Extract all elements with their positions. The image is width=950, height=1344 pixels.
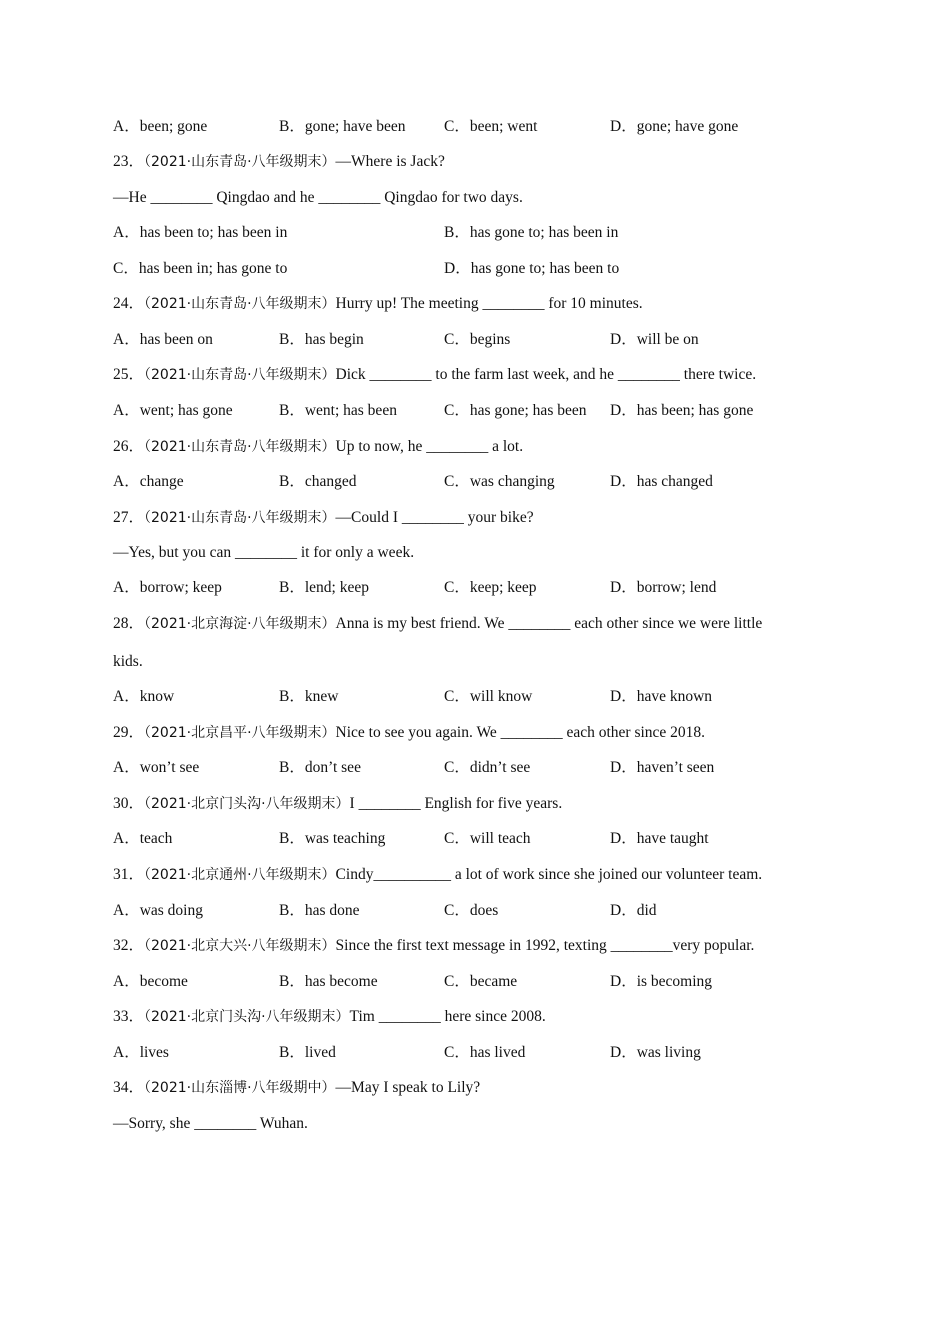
- option-d: D．haven’t seen: [610, 759, 715, 776]
- question-number: 24．: [113, 295, 145, 312]
- question-text: Anna is my best friend. We ________ each other since we were little: [335, 615, 763, 632]
- option-a: A．lives: [113, 1044, 169, 1061]
- option-b: B．went; has been: [279, 402, 397, 419]
- question-number: 25．: [113, 366, 145, 383]
- option-c: C．has been in; has gone to: [113, 260, 288, 277]
- question-28-stem: [113, 614, 873, 634]
- question-text: —May I speak to Lily?: [335, 1079, 481, 1096]
- question-29-stem: [113, 723, 873, 743]
- option-b: B．was teaching: [279, 830, 386, 847]
- option-a: A．has been on: [113, 331, 213, 348]
- option-d: D．will be on: [610, 331, 699, 348]
- option-d: D．have known: [610, 688, 713, 705]
- option-b: B．has gone to; has been in: [444, 224, 619, 241]
- question-source: （2021·山东青岛·八年级期末）: [144, 510, 336, 526]
- option-c: C．became: [444, 973, 518, 990]
- question-31-stem: [113, 865, 873, 885]
- question-source: （2021·北京昌平·八年级期末）: [144, 725, 336, 741]
- option-b: B．changed: [279, 473, 357, 490]
- question-text: Tim ________ here since 2008.: [349, 1008, 546, 1025]
- option-a: A．know: [113, 688, 175, 705]
- option-a: A．won’t see: [113, 759, 200, 776]
- question-text: Up to now, he ________ a lot.: [335, 438, 524, 455]
- question-source: （2021·山东青岛·八年级期末）: [144, 439, 336, 455]
- option-b: B．gone; have been: [279, 118, 406, 135]
- question-source: （2021·北京大兴·八年级期末）: [144, 938, 336, 954]
- option-d: D．has gone to; has been to: [444, 260, 620, 277]
- option-b: B．lived: [279, 1044, 336, 1061]
- option-c: C．does: [444, 902, 499, 919]
- option-d: D．did: [610, 902, 657, 919]
- option-c: C．keep; keep: [444, 579, 537, 596]
- question-number: 32．: [113, 937, 145, 954]
- option-c: C．was changing: [444, 473, 555, 490]
- question-text: I ________ English for five years.: [349, 795, 563, 812]
- question-23-stem: [113, 152, 873, 172]
- question-24-stem: [113, 294, 873, 314]
- question-text: Hurry up! The meeting ________ for 10 minutes.: [335, 295, 643, 312]
- question-number: 27．: [113, 509, 145, 526]
- question-number: 30．: [113, 795, 145, 812]
- question-source: （2021·山东青岛·八年级期末）: [144, 154, 336, 170]
- option-a: A．been; gone: [113, 118, 208, 135]
- question-number: 28．: [113, 615, 145, 632]
- question-source: （2021·山东青岛·八年级期末）: [144, 367, 336, 383]
- question-number: 29．: [113, 724, 145, 741]
- option-c: C．will teach: [444, 830, 531, 847]
- option-d: D．gone; have gone: [610, 118, 739, 135]
- option-b: B．has become: [279, 973, 378, 990]
- question-source: （2021·山东青岛·八年级期末）: [144, 296, 336, 312]
- option-c: C．has lived: [444, 1044, 526, 1061]
- option-b: B．lend; keep: [279, 579, 369, 596]
- question-34-stem-line2: —Sorry, she ________ Wuhan.: [113, 1115, 308, 1132]
- option-a: A．was doing: [113, 902, 203, 919]
- question-27-stem: [113, 508, 873, 528]
- option-b: B．don’t see: [279, 759, 361, 776]
- option-c: C．will know: [444, 688, 533, 705]
- question-text: —Where is Jack?: [335, 153, 445, 170]
- question-text: Since the first text message in 1992, texting ________very popular.: [335, 937, 755, 954]
- option-d: D．have taught: [610, 830, 709, 847]
- option-a: A．has been to; has been in: [113, 224, 288, 241]
- question-text: Dick ________ to the farm last week, and he ________ there twice.: [335, 366, 757, 383]
- question-source: （2021·北京海淀·八年级期末）: [144, 616, 336, 632]
- question-34-stem: [113, 1078, 873, 1098]
- option-a: A．change: [113, 473, 184, 490]
- option-a: A．teach: [113, 830, 173, 847]
- question-33-stem: [113, 1007, 873, 1027]
- option-d: D．was living: [610, 1044, 701, 1061]
- question-32-stem: [113, 936, 873, 956]
- question-27-stem-line2: —Yes, but you can ________ it for only a week.: [113, 544, 415, 561]
- option-a: A．went; has gone: [113, 402, 233, 419]
- question-source: （2021·北京通州·八年级期末）: [144, 867, 336, 883]
- option-b: B．has begin: [279, 331, 364, 348]
- question-number: 33．: [113, 1008, 145, 1025]
- option-c: C．has gone; has been: [444, 402, 587, 419]
- question-number: 26．: [113, 438, 145, 455]
- question-26-stem: [113, 437, 873, 457]
- option-c: C．been; went: [444, 118, 538, 135]
- question-25-stem: [113, 365, 873, 385]
- question-number: 34．: [113, 1079, 145, 1096]
- question-source: （2021·北京门头沟·八年级期末）: [144, 1009, 350, 1025]
- question-23-stem-line2: —He ________ Qingdao and he ________ Qingdao for two days.: [113, 189, 523, 206]
- question-30-stem: [113, 794, 873, 814]
- question-number: 23．: [113, 153, 145, 170]
- option-d: D．is becoming: [610, 973, 713, 990]
- option-d: D．borrow; lend: [610, 579, 717, 596]
- option-a: A．borrow; keep: [113, 579, 222, 596]
- option-b: B．has done: [279, 902, 360, 919]
- option-c: C．didn’t see: [444, 759, 531, 776]
- question-text: Cindy__________ a lot of work since she joined our volunteer team.: [335, 866, 763, 883]
- question-text: —Could I ________ your bike?: [335, 509, 534, 526]
- question-text: Nice to see you again. We ________ each other since 2018.: [335, 724, 706, 741]
- question-number: 31．: [113, 866, 145, 883]
- question-source: （2021·山东淄博·八年级期中）: [144, 1080, 336, 1096]
- option-d: D．has changed: [610, 473, 713, 490]
- option-a: A．become: [113, 973, 188, 990]
- option-b: B．knew: [279, 688, 339, 705]
- option-c: C．begins: [444, 331, 511, 348]
- question-28-stem-line2: kids.: [113, 653, 143, 670]
- option-d: D．has been; has gone: [610, 402, 754, 419]
- question-source: （2021·北京门头沟·八年级期末）: [144, 796, 350, 812]
